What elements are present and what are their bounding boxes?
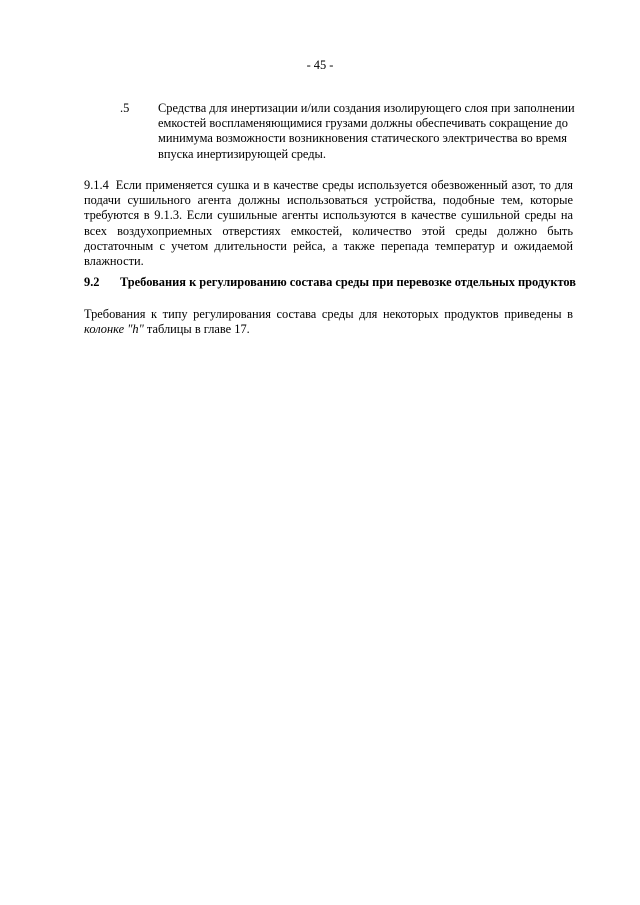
section-title: Требования к регулированию состава среды при перевозке отдельных продуктов (120, 275, 576, 289)
paragraph-text-start: Требования к типу регулирования состава среды для некоторых продуктов приведены в (84, 307, 573, 321)
section-number: 9.2 (84, 275, 100, 289)
paragraph-9-1-4 (84, 178, 573, 269)
subitem-5 (120, 101, 585, 162)
column-reference: колонке "h" (84, 322, 144, 337)
section-heading-9-2 (84, 275, 584, 290)
paragraph-text-end: таблицы в главе 17. (143, 322, 250, 337)
paragraph-text: Если применяется сушка и в качестве среды используется обезвоженный азот, то для подачи сушильного агента должны использоваться устройства, подобные тем, которые требуются в 9.1.3. Если сушильные агенты используются в качестве сушильной среды на всех воздухоприемных отверстиях емкостей, количество этой среды должно быть достаточным с учетом длительности рейса, а также перепада температур и ожидаемой влажности. (84, 178, 573, 269)
subitem-text: Средства для инертизации и/или создания изолирующего слоя при заполнении емкостей воспламеняющимися грузами должны обеспечивать сокращение до минимума возможности возникновения статического электричества во время впуска инертизирующей среды. (158, 101, 575, 161)
paragraph-number: 9.1.4 (84, 178, 109, 192)
page-number: - 45 - (306, 58, 334, 72)
subitem-number: .5 (120, 101, 130, 115)
paragraph-9-2 (84, 307, 573, 337)
